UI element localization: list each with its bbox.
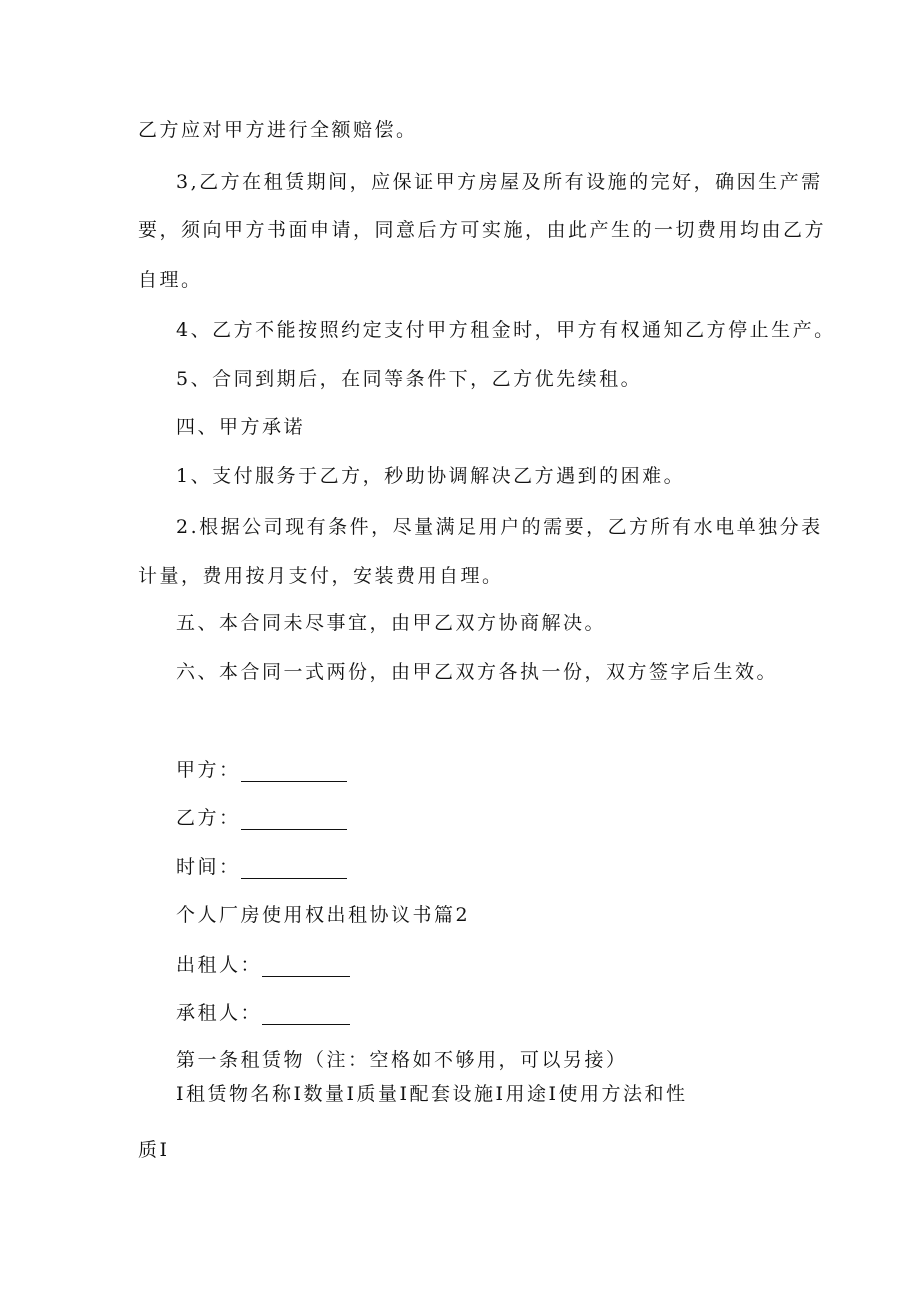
signature-blank [241,811,347,830]
table-header-line: I租赁物名称I数量I质量I配套设施I用途I使用方法和性 [176,1083,688,1105]
table-header-line: 质I [138,1139,170,1161]
signature-blank [241,860,347,879]
lessee-line [176,1001,350,1025]
paragraph-line: 5、合同到期后，在同等条件下，乙方优先续租。 [176,368,643,390]
lessor-line [176,953,350,977]
signature-party-a [176,758,347,782]
signature-label: 时间： [176,856,241,878]
section-heading: 四、甲方承诺 [176,416,306,438]
paragraph-line: 3,乙方在租赁期间，应保证甲方房屋及所有设施的完好，确因生产需 [176,171,823,193]
paragraph-line: 要，须向甲方书面申请，同意后方可实施，由此产生的一切费用均由乙方 [138,219,827,241]
signature-label: 甲方： [176,759,241,781]
signature-time [176,855,347,879]
signature-party-b [176,806,347,830]
article-heading: 第一条租赁物（注：空格如不够用，可以另接） [176,1049,628,1071]
signature-blank [241,763,347,782]
section-heading: 六、本合同一式两份，由甲乙双方各执一份，双方签字后生效。 [176,661,779,683]
lessor-blank [262,958,350,977]
section-title: 个人厂房使用权出租协议书篇2 [176,904,471,926]
paragraph-line: 自理。 [138,269,203,291]
lessor-label: 出租人： [176,954,263,976]
paragraph-line: 乙方应对甲方进行全额赔偿。 [138,119,418,141]
lessee-label: 承租人： [176,1002,263,1024]
section-heading: 五、本合同未尽事宜，由甲乙双方协商解决。 [176,612,607,634]
paragraph-line: 4、乙方不能按照约定支付甲方租金时，甲方有权通知乙方停止生产。 [176,319,836,341]
paragraph-line: 1、支付服务于乙方，秒助协调解决乙方遇到的困难。 [176,465,686,487]
paragraph-line: 2.根据公司现有条件，尽量满足用户的需要，乙方所有水电单独分表 [176,516,823,538]
signature-label: 乙方： [176,807,241,829]
paragraph-line: 计量，费用按月支付，安装费用自理。 [138,565,504,587]
lessee-blank [262,1006,350,1025]
